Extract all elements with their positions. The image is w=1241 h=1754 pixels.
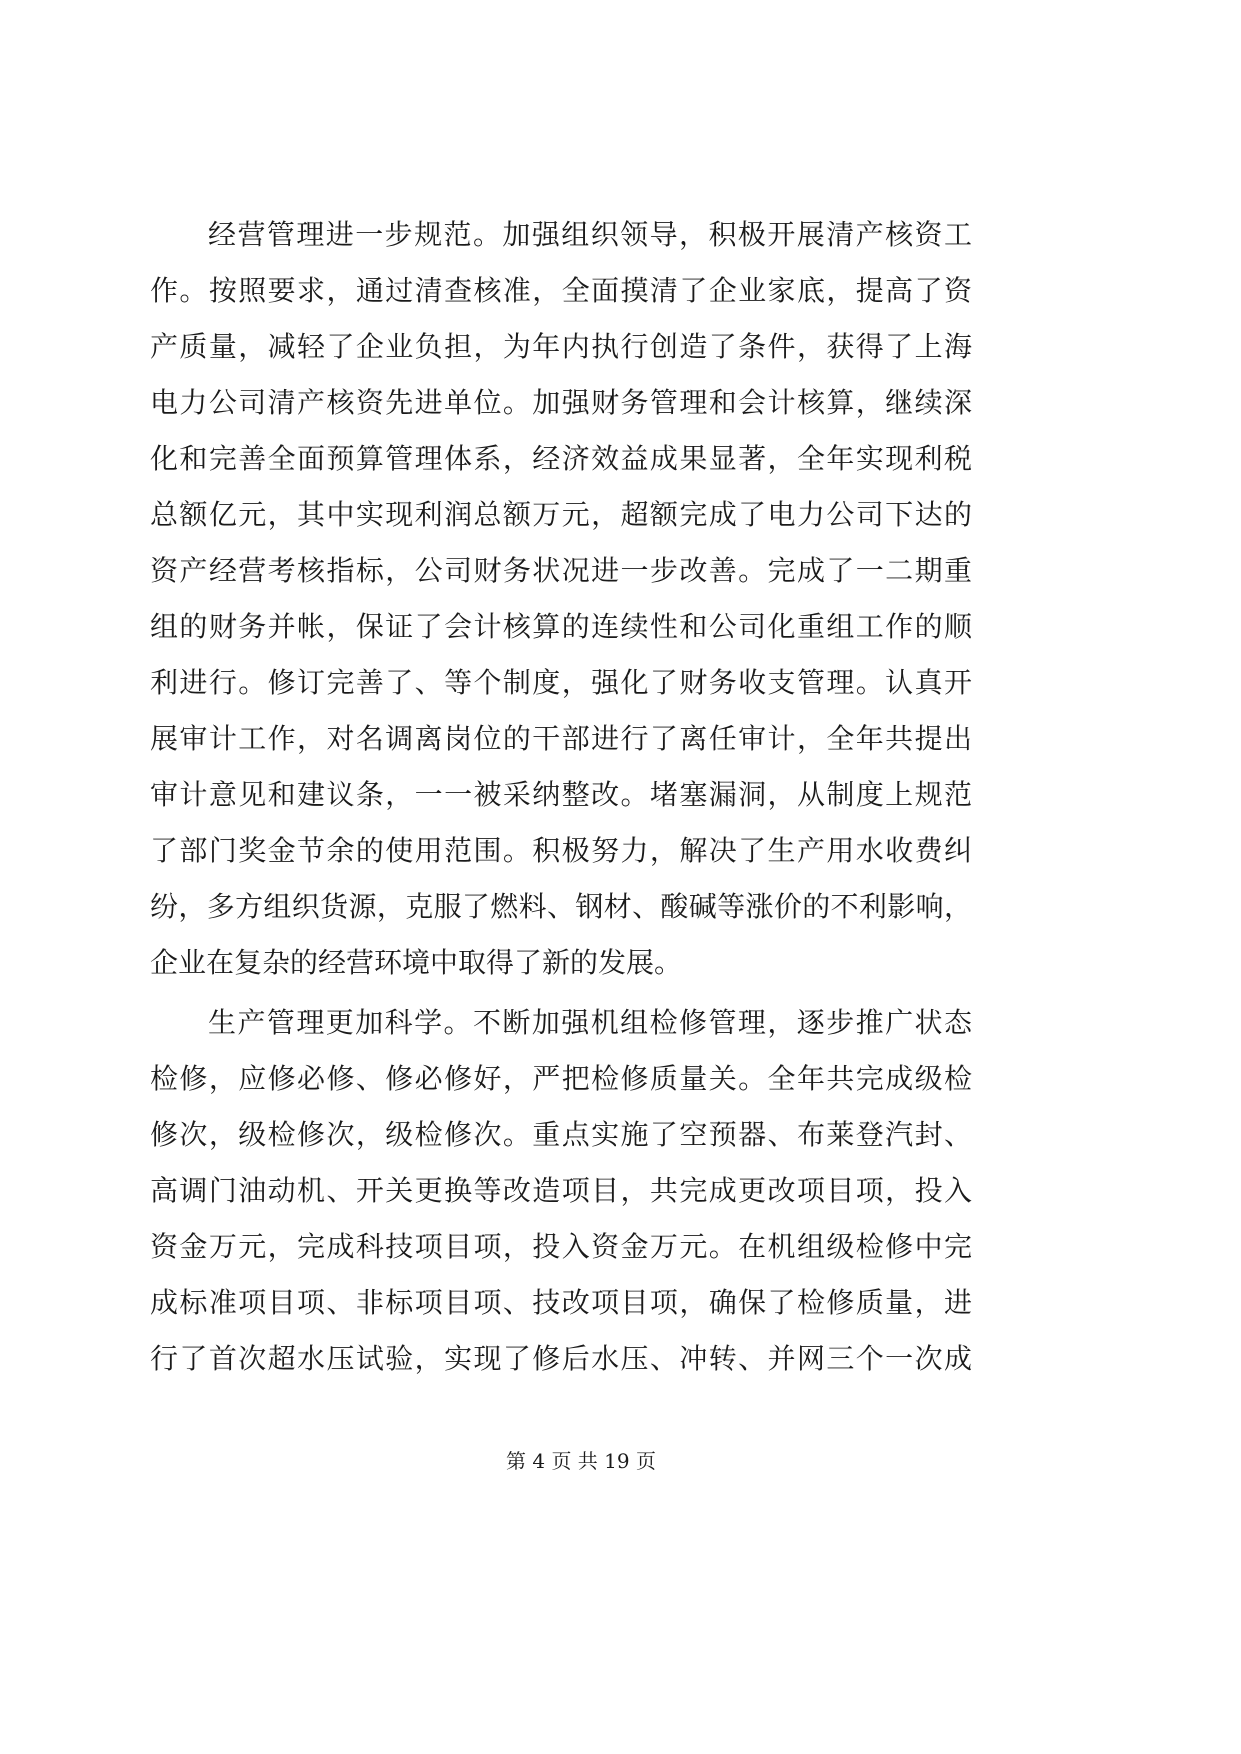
paragraph-line: 产质量，减轻了企业负担，为年内执行创造了条件，获得了上海 <box>150 330 972 363</box>
paragraph-line: 企业在复杂的经营环境中取得了新的发展。 <box>150 946 683 979</box>
document-body <box>150 207 972 1391</box>
paragraph-line: 了部门奖金节余的使用范围。积极努力，解决了生产用水收费纠 <box>150 834 972 867</box>
paragraph-line: 经营管理进一步规范。加强组织领导，积极开展清产核资工 <box>208 218 972 251</box>
paragraph-line: 资金万元，完成科技项目项，投入资金万元。在机组级检修中完 <box>150 1230 972 1263</box>
paragraph-line: 总额亿元，其中实现利润总额万元，超额完成了电力公司下达的 <box>150 498 972 531</box>
paragraph-line: 电力公司清产核资先进单位。加强财务管理和会计核算，继续深 <box>150 386 972 419</box>
paragraph-line: 行了首次超水压试验，实现了修后水压、冲转、并网三个一次成 <box>150 1342 972 1375</box>
page-footer: 第 4 页 共 19 页 <box>506 1449 656 1473</box>
paragraph-business-management <box>150 207 972 991</box>
paragraph-production-management <box>150 995 972 1387</box>
paragraph-line: 作。按照要求，通过清查核准，全面摸清了企业家底，提高了资 <box>150 274 972 307</box>
paragraph-line: 生产管理更加科学。不断加强机组检修管理，逐步推广状态 <box>208 1006 972 1039</box>
paragraph-line: 利进行。修订完善了、等个制度，强化了财务收支管理。认真开 <box>150 666 972 699</box>
paragraph-line: 修次，级检修次，级检修次。重点实施了空预器、布莱登汽封、 <box>150 1118 972 1151</box>
paragraph-line: 高调门油动机、开关更换等改造项目，共完成更改项目项，投入 <box>150 1174 972 1207</box>
paragraph-line: 纷，多方组织货源，克服了燃料、钢材、酸碱等涨价的不利影响， <box>150 890 972 923</box>
paragraph-line: 化和完善全面预算管理体系，经济效益成果显著，全年实现利税 <box>150 442 972 475</box>
paragraph-line: 资产经营考核指标，公司财务状况进一步改善。完成了一二期重 <box>150 554 972 587</box>
paragraph-line: 审计意见和建议条，一一被采纳整改。堵塞漏洞，从制度上规范 <box>150 778 972 811</box>
paragraph-line: 成标准项目项、非标项目项、技改项目项，确保了检修质量，进 <box>150 1286 972 1319</box>
paragraph-line: 组的财务并帐，保证了会计核算的连续性和公司化重组工作的顺 <box>150 610 972 643</box>
paragraph-line: 检修，应修必修、修必修好，严把检修质量关。全年共完成级检 <box>150 1062 972 1095</box>
paragraph-line: 展审计工作，对名调离岗位的干部进行了离任审计，全年共提出 <box>150 722 972 755</box>
